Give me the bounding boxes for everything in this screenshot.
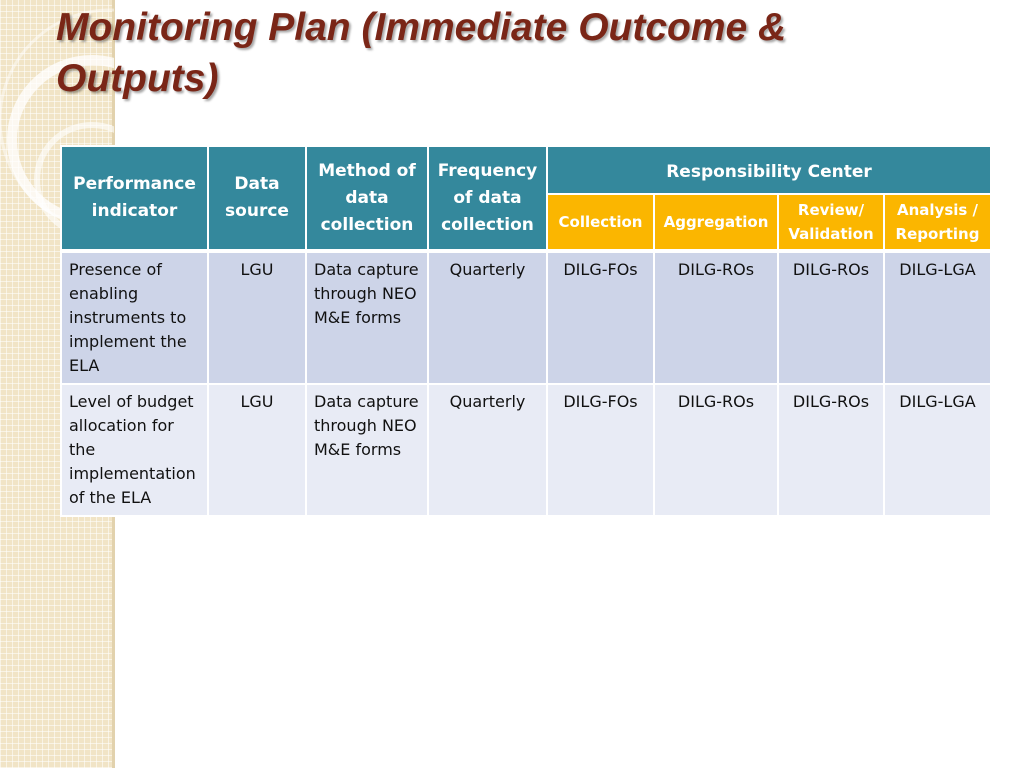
slide-title: Monitoring Plan (Immediate Outcome & Outputs) (56, 6, 787, 100)
cell-analysis: DILG-LGA (884, 251, 991, 384)
cell-aggregation: DILG-ROs (654, 251, 778, 384)
header-frequency-of-data-collection: Frequency of data collection (428, 146, 547, 251)
cell-aggregation: DILG-ROs (654, 384, 778, 516)
subheader-review-validation: Review/ Validation (778, 194, 884, 251)
cell-frequency: Quarterly (428, 384, 547, 516)
subheader-collection: Collection (547, 194, 654, 251)
header-performance-indicator: Performance indicator (61, 146, 208, 251)
cell-method: Data capture through NEO M&E forms (306, 251, 428, 384)
header-data-source: Data source (208, 146, 306, 251)
header-method-of-data-collection: Method of data collection (306, 146, 428, 251)
subheader-aggregation: Aggregation (654, 194, 778, 251)
cell-indicator: Presence of enabling instruments to implement the ELA (61, 251, 208, 384)
cell-method: Data capture through NEO M&E forms (306, 384, 428, 516)
cell-review: DILG-ROs (778, 251, 884, 384)
cell-collection: DILG-FOs (547, 251, 654, 384)
table-row (61, 384, 991, 516)
cell-data-source: LGU (208, 251, 306, 384)
header-responsibility-center: Responsibility Center (547, 146, 991, 194)
subheader-analysis-reporting: Analysis / Reporting (884, 194, 991, 251)
cell-analysis: DILG-LGA (884, 384, 991, 516)
monitoring-plan-table (60, 145, 992, 517)
cell-indicator: Level of budget allocation for the implementation of the ELA (61, 384, 208, 516)
cell-review: DILG-ROs (778, 384, 884, 516)
cell-frequency: Quarterly (428, 251, 547, 384)
table-row (61, 251, 991, 384)
cell-collection: DILG-FOs (547, 384, 654, 516)
cell-data-source: LGU (208, 384, 306, 516)
